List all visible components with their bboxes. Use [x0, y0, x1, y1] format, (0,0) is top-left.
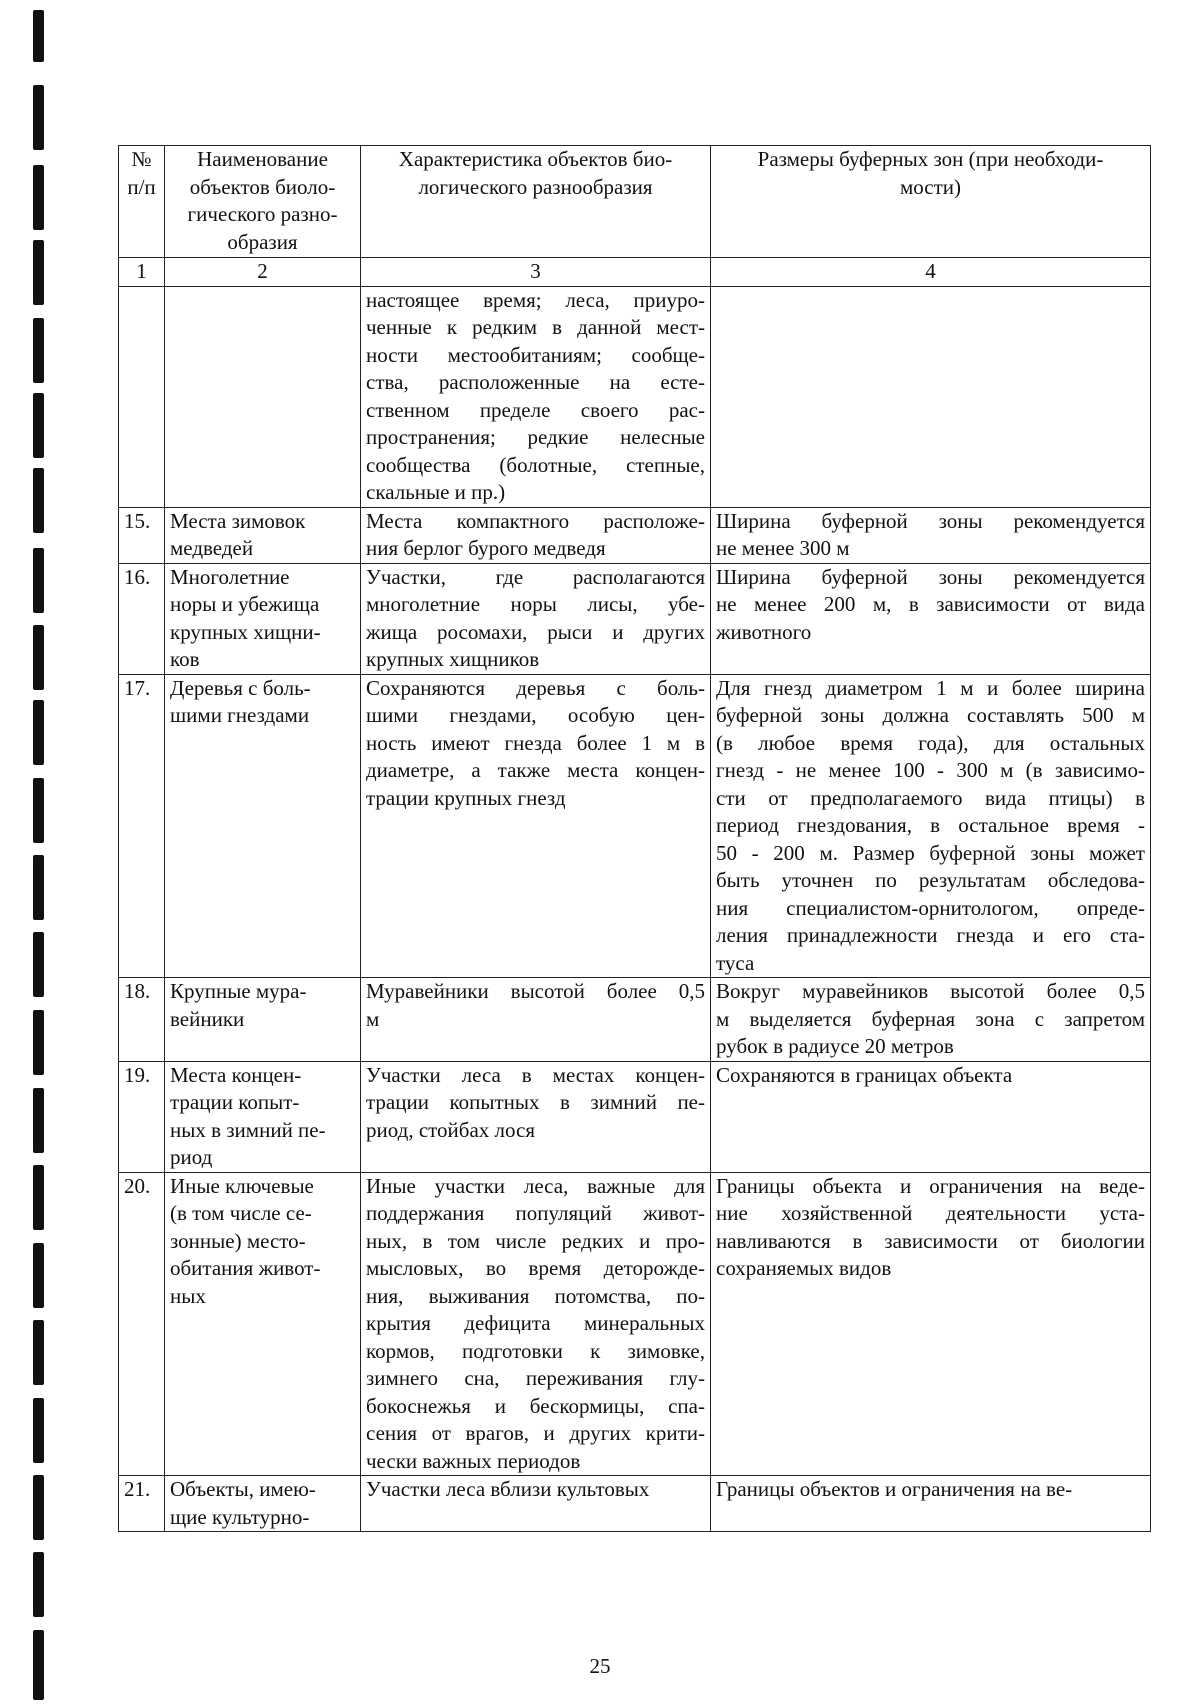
buffer-zone-line: буферной зоны должна составлять 500 м [716, 703, 1145, 727]
buffer-zone-line: животного [716, 619, 812, 644]
row-number: 19. [119, 1061, 165, 1172]
binding-hole [33, 548, 44, 613]
object-name-cell [165, 507, 361, 563]
object-characteristic-line: Участки леса в местах концен- [366, 1062, 705, 1087]
buffer-zone-line: ления принадлежности гнезда и его ста- [716, 923, 1145, 947]
header-line: объектов биоло- [189, 174, 336, 199]
object-characteristic-cell [361, 674, 711, 978]
buffer-zone-cell [711, 1061, 1151, 1172]
header-line: мости) [899, 174, 962, 199]
object-characteristic-line: ность имеют гнезда более 1 м в [366, 730, 705, 755]
table-row [119, 978, 1151, 1062]
object-name-line: ных [170, 1283, 206, 1308]
buffer-zone-line: не менее 300 м [716, 536, 850, 560]
object-name-line: ных в зимний пе- [170, 1117, 326, 1142]
binding-hole [33, 1320, 44, 1385]
object-characteristic-cell [361, 563, 711, 674]
binding-hole [33, 778, 44, 843]
buffer-zone-line: навливаются в зависимости от биологии [716, 1228, 1145, 1253]
row-number [119, 286, 165, 507]
binding-hole [33, 932, 44, 997]
column-number-row [119, 258, 1151, 287]
header-name [165, 146, 361, 258]
object-characteristic-line: сения от врагов, и других крити- [366, 1421, 705, 1445]
header-num [119, 146, 165, 258]
object-name-line: Крупные мура- [170, 979, 307, 1003]
header-line: Характеристика объектов био- [398, 147, 673, 171]
object-characteristic-line: ства, расположенные на есте- [366, 370, 705, 394]
object-name-cell [165, 1476, 361, 1532]
row-number: 18. [119, 978, 165, 1062]
object-name-line: ков [170, 647, 200, 671]
buffer-zone-line: период гнездования, в остальное время - [716, 813, 1145, 837]
object-name-line: вейники [170, 1006, 245, 1031]
header-line: гического разно- [187, 202, 338, 226]
object-name-line: медведей [170, 536, 254, 560]
object-characteristic-cell [361, 286, 711, 507]
buffer-zone-line: быть уточнен по результатам обследова- [716, 868, 1145, 892]
header-line: № [131, 147, 152, 171]
object-name-cell [165, 1061, 361, 1172]
buffer-zone-cell [711, 286, 1151, 507]
object-characteristic-line: Участки леса вблизи культовых [366, 1477, 650, 1501]
object-characteristic-line: кормов, подготовки к зимовке, [366, 1338, 705, 1363]
page-number: 25 [589, 1654, 611, 1678]
object-characteristic-line: трации крупных гнезд [366, 785, 566, 810]
table-row [119, 286, 1151, 507]
object-characteristic-line: Участки, где располагаются [366, 564, 705, 589]
object-name-line: щие культурно- [170, 1504, 310, 1529]
buffer-zone-cell [711, 1476, 1151, 1532]
binding-holes [0, 0, 60, 1708]
header-line: образия [227, 229, 298, 254]
object-name-line: норы и убежища [170, 592, 320, 616]
object-name-cell [165, 674, 361, 978]
object-characteristic-line: крытия дефицита минеральных [366, 1311, 705, 1335]
object-characteristic-line: пространения; редкие нелесные [366, 425, 705, 449]
binding-hole [33, 165, 44, 230]
object-name-line: Объекты, имею- [170, 1477, 316, 1501]
buffer-zone-cell [711, 674, 1151, 978]
header-line: п/п [127, 174, 156, 199]
object-name-line: Иные ключевые [170, 1173, 314, 1198]
binding-hole [33, 85, 44, 150]
binding-hole [33, 1475, 44, 1540]
object-characteristic-line: скальные и пр.) [366, 480, 506, 504]
table-row [119, 674, 1151, 978]
object-characteristic-cell [361, 1061, 711, 1172]
object-name-line: риод [170, 1145, 213, 1169]
object-characteristic-line: ственном пределе своего рас- [366, 397, 705, 422]
buffer-zone-line: 50 - 200 м. Размер буферной зоны может [716, 840, 1145, 865]
buffer-zone-line: м выделяется буферная зона с запретом [716, 1006, 1145, 1031]
object-name-line: трации копыт- [170, 1090, 300, 1114]
object-characteristic-cell [361, 507, 711, 563]
object-characteristic-line: сообщества (болотные, степные, [366, 452, 705, 477]
object-name-cell [165, 978, 361, 1062]
object-name-line: крупных хищни- [170, 619, 321, 644]
object-characteristic-line: бокоснежья и бескормицы, спа- [366, 1393, 705, 1418]
binding-hole [33, 240, 44, 305]
buffer-zone-line: ние хозяйственной деятельности уста- [716, 1201, 1145, 1225]
buffer-zone-line: ния специалистом-орнитологом, опреде- [716, 895, 1145, 920]
buffer-zone-line: Ширина буферной зоны рекомендуется [716, 564, 1145, 589]
binding-hole [33, 318, 44, 383]
column-number: 3 [361, 258, 711, 287]
object-characteristic-line: шими гнездами, особую цен- [366, 703, 705, 727]
row-number: 15. [119, 507, 165, 563]
object-characteristic-cell [361, 1172, 711, 1476]
buffer-zone-cell [711, 1172, 1151, 1476]
binding-hole [33, 10, 44, 62]
binding-hole [33, 700, 44, 765]
object-name-line: обитания живот- [170, 1256, 321, 1280]
buffer-zone-cell [711, 563, 1151, 674]
object-name-line: шими гнездами [170, 703, 310, 727]
table-row [119, 1061, 1151, 1172]
object-name-line: зонные) место- [170, 1228, 306, 1253]
buffer-zone-line: Сохраняются в границах объекта [716, 1062, 1013, 1087]
binding-hole [33, 393, 44, 458]
table-row [119, 563, 1151, 674]
object-name-line: Места концен- [170, 1062, 302, 1087]
object-characteristic-line: крупных хищников [366, 647, 540, 671]
object-name-cell [165, 563, 361, 674]
biodiversity-table [118, 145, 1151, 1532]
header-line: Наименование [197, 147, 328, 171]
buffer-zone-line: Ширина буферной зоны рекомендуется [716, 508, 1145, 533]
object-characteristic-line: многолетние норы лисы, убе- [366, 592, 705, 616]
object-name-cell [165, 286, 361, 507]
object-characteristic-line: ности местообитаниям; сообще- [366, 342, 705, 367]
object-characteristic-line: мысловых, во время деторожде- [366, 1256, 705, 1280]
object-characteristic-line: жища росомахи, рыси и других [366, 619, 705, 644]
row-number: 21. [119, 1476, 165, 1532]
object-characteristic-line: чески важных периодов [366, 1448, 581, 1473]
binding-hole [33, 855, 44, 920]
header-characteristic [361, 146, 711, 258]
table-row [119, 1172, 1151, 1476]
object-characteristic-line: настоящее время; леса, приуро- [366, 287, 705, 312]
column-number: 1 [119, 258, 165, 287]
buffer-zone-line: Границы объектов и ограничения на ве- [716, 1477, 1073, 1501]
object-characteristic-line: Иные участки леса, важные для [366, 1173, 705, 1198]
header-row [119, 146, 1151, 258]
header-line: логического разнообразия [418, 174, 653, 199]
object-characteristic-line: ния берлог бурого медведя [366, 536, 606, 560]
column-number: 2 [165, 258, 361, 287]
object-name-cell [165, 1172, 361, 1476]
binding-hole [33, 625, 44, 690]
binding-hole [33, 1088, 44, 1153]
binding-hole [33, 468, 44, 533]
object-characteristic-line: Места компактного расположе- [366, 508, 705, 533]
object-characteristic-line: ния, выживания потомства, по- [366, 1283, 705, 1308]
object-name-line: Деревья с боль- [170, 675, 311, 700]
header-buffer [711, 146, 1151, 258]
binding-hole [33, 1165, 44, 1230]
row-number: 17. [119, 674, 165, 978]
binding-hole [33, 1398, 44, 1463]
buffer-zone-line: туса [716, 950, 755, 975]
buffer-zone-line: сохраняемых видов [716, 1256, 892, 1280]
buffer-zone-line: сти от предполагаемого вида птицы) в [716, 785, 1145, 810]
column-number: 4 [711, 258, 1151, 287]
binding-hole [33, 1243, 44, 1308]
buffer-zone-line: Для гнезд диаметром 1 м и более ширина [716, 675, 1145, 700]
object-characteristic-line: Сохраняются деревья с боль- [366, 675, 705, 700]
buffer-zone-line: (в любое время года), для остальных [716, 730, 1145, 755]
object-characteristic-line: поддержания популяций живот- [366, 1201, 705, 1225]
object-name-line: (в том числе се- [170, 1201, 312, 1225]
buffer-zone-cell [711, 978, 1151, 1062]
binding-hole [33, 1552, 44, 1617]
object-characteristic-line: трации копытных в зимний пе- [366, 1090, 705, 1114]
header-line: Размеры буферных зон (при необходи- [757, 147, 1104, 171]
object-characteristic-line: риод, стойбах лося [366, 1117, 536, 1142]
object-name-line: Многолетние [170, 564, 290, 589]
buffer-zone-line: рубок в радиусе 20 метров [716, 1034, 954, 1058]
object-characteristic-line: Муравейники высотой более 0,5 [366, 979, 705, 1003]
buffer-zone-cell [711, 507, 1151, 563]
table-row [119, 507, 1151, 563]
buffer-zone-line: не менее 200 м, в зависимости от вида [716, 592, 1145, 616]
object-name-line: Места зимовок [170, 508, 306, 533]
buffer-zone-line: Границы объекта и ограничения на веде- [716, 1173, 1145, 1198]
object-characteristic-cell [361, 1476, 711, 1532]
row-number: 20. [119, 1172, 165, 1476]
object-characteristic-cell [361, 978, 711, 1062]
object-characteristic-line: ных, в том числе редких и про- [366, 1228, 705, 1253]
object-characteristic-line: ченные к редким в данной мест- [366, 315, 705, 339]
buffer-zone-line: гнезд - не менее 100 - 300 м (в зависимо- [716, 758, 1145, 782]
object-characteristic-line: диаметре, а также места концен- [366, 758, 705, 782]
object-characteristic-line: м [366, 1006, 380, 1031]
binding-hole [33, 1010, 44, 1075]
table-row [119, 1476, 1151, 1532]
object-characteristic-line: зимнего сна, переживания глу- [366, 1366, 705, 1390]
row-number: 16. [119, 563, 165, 674]
buffer-zone-line: Вокруг муравейников высотой более 0,5 [716, 979, 1145, 1003]
